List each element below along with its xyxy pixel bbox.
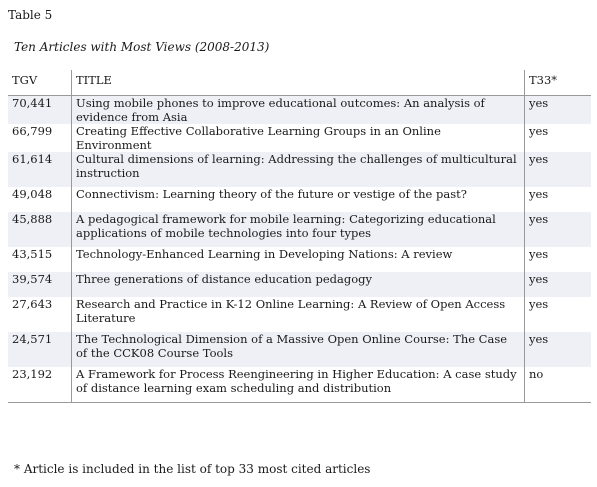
cell-title: Using mobile phones to improve educational outcomes: An analysis of evidence from Asia	[72, 96, 525, 125]
cell-title: A pedagogical framework for mobile learning: Categorizing educational applications of mobile technologies into four types	[72, 212, 525, 247]
cell-tgv: 24,571	[8, 332, 72, 367]
header-t33: T33*	[525, 70, 592, 96]
cell-title: Research and Practice in K-12 Online Learning: A Review of Open Access Literature	[72, 297, 525, 332]
table-row	[8, 247, 591, 272]
cell-title: Connectivism: Learning theory of the future or vestige of the past?	[72, 187, 525, 212]
cell-tgv: 70,441	[8, 96, 72, 125]
cell-tgv: 39,574	[8, 272, 72, 297]
cell-tgv: 43,515	[8, 247, 72, 272]
table-row	[8, 297, 591, 332]
table-header-row	[8, 70, 591, 96]
table-footnote: * Article is included in the list of top 33 most cited articles	[14, 462, 371, 476]
table-label: Table 5	[8, 8, 53, 22]
cell-t33: yes	[525, 212, 592, 247]
cell-t33: yes	[525, 332, 592, 367]
cell-tgv: 61,614	[8, 152, 72, 187]
table-row	[8, 96, 591, 125]
cell-title: The Technological Dimension of a Massive Open Online Course: The Case of the CCK08 Course Tools	[72, 332, 525, 367]
cell-t33: yes	[525, 272, 592, 297]
cell-t33: yes	[525, 247, 592, 272]
cell-title: A Framework for Process Reengineering in Higher Education: A case study of distance learning exam scheduling and distribution	[72, 367, 525, 403]
cell-t33: yes	[525, 187, 592, 212]
table-row	[8, 212, 591, 247]
header-title: TITLE	[72, 70, 525, 96]
cell-title: Cultural dimensions of learning: Addressing the challenges of multicultural instruction	[72, 152, 525, 187]
cell-t33: yes	[525, 96, 592, 125]
cell-t33: yes	[525, 124, 592, 152]
header-tgv: TGV	[8, 70, 72, 96]
cell-title: Creating Effective Collaborative Learning Groups in an Online Environment	[72, 124, 525, 152]
table-row	[8, 187, 591, 212]
cell-tgv: 49,048	[8, 187, 72, 212]
table-row	[8, 272, 591, 297]
articles-table	[8, 70, 591, 403]
cell-title: Three generations of distance education pedagogy	[72, 272, 525, 297]
cell-t33: yes	[525, 152, 592, 187]
cell-tgv: 23,192	[8, 367, 72, 403]
table-row	[8, 367, 591, 403]
cell-t33: no	[525, 367, 592, 403]
cell-t33: yes	[525, 297, 592, 332]
cell-title: Technology-Enhanced Learning in Developing Nations: A review	[72, 247, 525, 272]
cell-tgv: 45,888	[8, 212, 72, 247]
table-caption: Ten Articles with Most Views (2008-2013)	[14, 40, 270, 54]
table-row	[8, 332, 591, 367]
cell-tgv: 66,799	[8, 124, 72, 152]
cell-tgv: 27,643	[8, 297, 72, 332]
table-row	[8, 152, 591, 187]
table-row	[8, 124, 591, 152]
